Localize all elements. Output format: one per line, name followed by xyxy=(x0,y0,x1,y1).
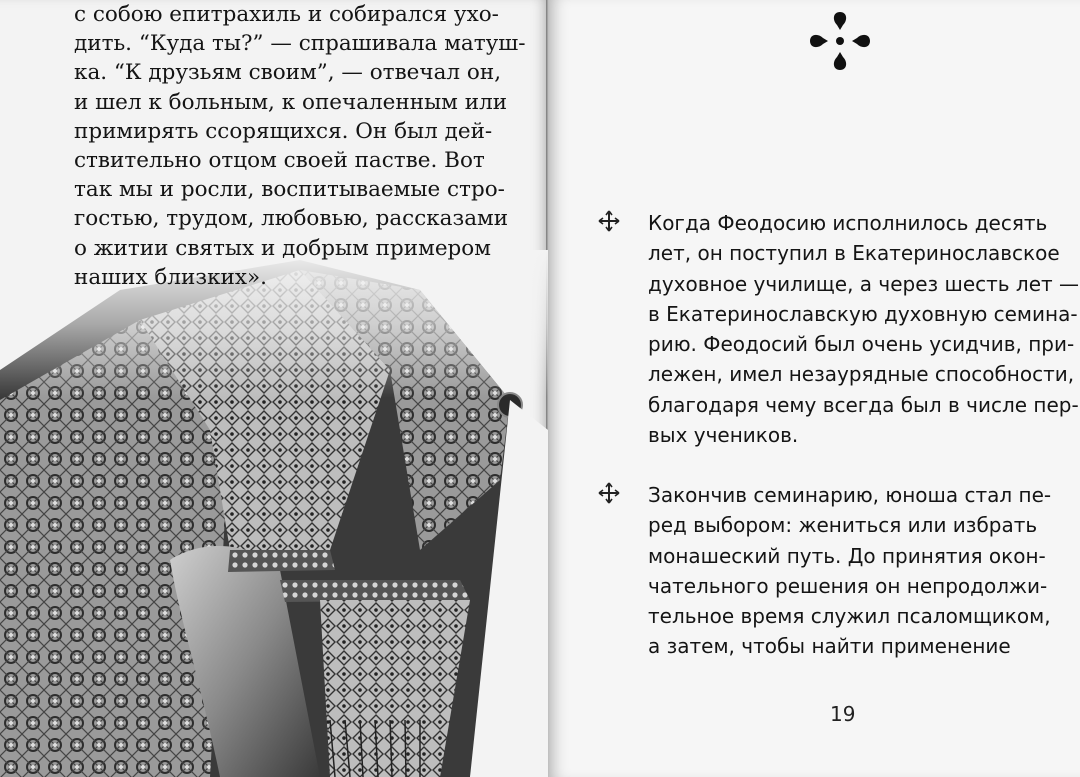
text-line: чательного решения он непродолжи- xyxy=(648,573,1048,598)
text-line: ствительно отцом своей пастве. Вот xyxy=(74,148,485,174)
text-line: духовное училище, а через шесть лет — xyxy=(648,271,1080,296)
text-line: в Екатеринославскую духовную семина- xyxy=(648,301,1078,326)
text-line: с собою епитрахиль и собирался ухо- xyxy=(74,2,499,27)
text-line: лежен, имел незаурядные способности, xyxy=(648,362,1075,387)
paragraph xyxy=(598,208,1080,450)
text-line: дить. “Куда ты?” — спрашивала матуш- xyxy=(74,31,526,57)
text-line: ред выбором: жениться или избрать xyxy=(648,513,1038,538)
right-page xyxy=(550,0,1080,777)
text-line: Закончив семинарию, юноша стал пе- xyxy=(648,483,1052,507)
left-page-text xyxy=(74,0,526,292)
text-line: ка. “К друзьям своим”, — отвечал он, xyxy=(74,60,502,86)
text-line: так мы и росли, воспитываемые стро- xyxy=(74,177,505,203)
text-line: тельное время служил псаломщиком, xyxy=(648,604,1051,629)
text-line: и шел к больным, к опечаленным или xyxy=(74,89,508,115)
text-line: а затем, чтобы найти применение xyxy=(648,634,1011,659)
text-line: благодаря чему всегда был в числе пер- xyxy=(648,392,1079,417)
text-line: примирять ссорящихся. Он был дей- xyxy=(74,118,493,144)
cross-ornament-icon xyxy=(802,6,878,76)
text-line: о житии святых и добрым примером xyxy=(74,235,491,261)
text-line: гостью, трудом, любовью, рассказами xyxy=(74,206,509,232)
text-line: наших близких». xyxy=(74,264,267,290)
page-number: 19 xyxy=(830,702,856,726)
epitrachelion-photo xyxy=(0,250,548,777)
paragraph xyxy=(598,480,1068,662)
small-cross-bullet-icon xyxy=(598,482,620,504)
text-line: монашеский путь. До принятия окон- xyxy=(648,543,1046,568)
text-line: лет, он поступил в Екатеринославское xyxy=(648,241,1060,266)
text-line: вых учеников. xyxy=(648,423,799,448)
text-line: рию. Феодосий был очень усидчив, при- xyxy=(648,332,1075,357)
small-cross-bullet-icon xyxy=(598,210,620,232)
text-line: Когда Феодосию исполнилось десять xyxy=(648,211,1048,235)
